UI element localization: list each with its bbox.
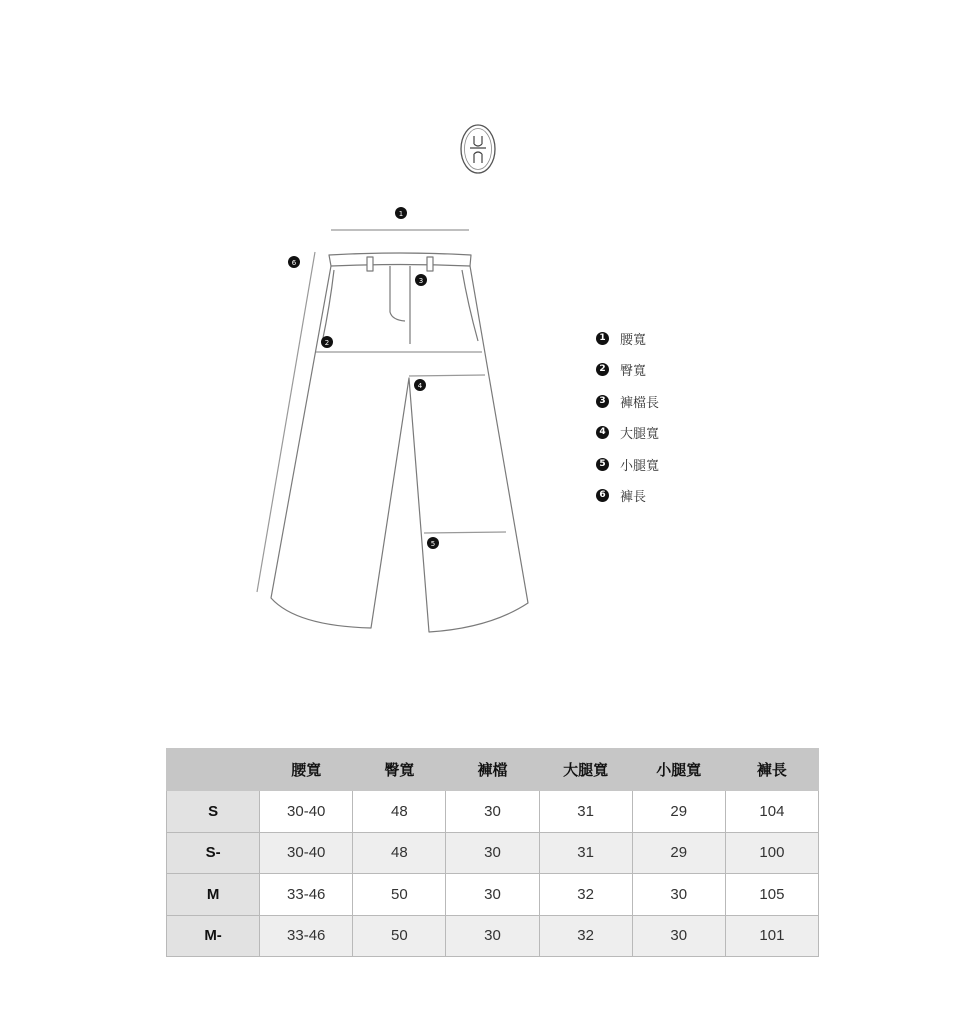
length-measure-line <box>257 252 315 592</box>
column-header: 小腿寬 <box>632 749 725 791</box>
legend-label: 小腿寬 <box>620 458 660 474</box>
size-label: M <box>167 874 260 916</box>
table-cell: 31 <box>539 791 632 833</box>
marker-waist <box>395 207 407 219</box>
table-cell: 30 <box>446 874 539 916</box>
legend-item-hip <box>596 360 659 380</box>
svg-text:5: 5 <box>430 540 436 548</box>
column-header: 褲長 <box>725 749 818 791</box>
svg-text:4: 4 <box>417 382 423 390</box>
table-row <box>167 791 819 833</box>
measurement-legend <box>596 328 659 518</box>
table-cell: 48 <box>353 832 446 874</box>
legend-number: 1 <box>596 332 609 345</box>
marker-thigh <box>414 379 426 391</box>
table-cell: 30 <box>446 832 539 874</box>
legend-label: 臀寬 <box>620 364 647 380</box>
legend-number: 6 <box>596 489 609 502</box>
legend-item-rise <box>596 391 659 411</box>
table-corner-cell <box>167 749 260 791</box>
legend-label: 褲長 <box>620 490 647 506</box>
size-label: S <box>167 791 260 833</box>
table-cell: 30-40 <box>260 832 353 874</box>
legend-number: 2 <box>596 363 609 376</box>
marker-length <box>288 256 300 268</box>
marker-rise <box>415 274 427 286</box>
legend-item-thigh <box>596 423 659 443</box>
table-cell: 30 <box>632 915 725 957</box>
table-cell: 101 <box>725 915 818 957</box>
table-row <box>167 915 819 957</box>
table-cell: 30-40 <box>260 791 353 833</box>
table-cell: 105 <box>725 874 818 916</box>
size-label: M- <box>167 915 260 957</box>
column-header: 臀寬 <box>353 749 446 791</box>
brand-logo-icon <box>461 125 495 173</box>
thigh-measure-line <box>409 375 485 376</box>
table-cell: 33-46 <box>260 874 353 916</box>
table-row <box>167 832 819 874</box>
legend-number: 5 <box>596 458 609 471</box>
legend-label: 褲檔長 <box>620 395 660 411</box>
legend-item-length <box>596 486 659 506</box>
size-label: S- <box>167 832 260 874</box>
table-cell: 32 <box>539 874 632 916</box>
marker-hip <box>321 336 333 348</box>
legend-item-calf <box>596 454 659 474</box>
legend-label: 大腿寬 <box>620 427 660 443</box>
table-cell: 104 <box>725 791 818 833</box>
table-row <box>167 874 819 916</box>
table-cell: 29 <box>632 832 725 874</box>
table-cell: 48 <box>353 791 446 833</box>
legend-item-waist <box>596 328 659 348</box>
svg-text:3: 3 <box>418 277 424 285</box>
svg-text:1: 1 <box>398 210 404 218</box>
calf-measure-line <box>424 532 506 533</box>
table-cell: 29 <box>632 791 725 833</box>
table-cell: 100 <box>725 832 818 874</box>
table-cell: 33-46 <box>260 915 353 957</box>
table-cell: 30 <box>632 874 725 916</box>
table-header-row <box>167 749 819 791</box>
size-table <box>166 748 819 957</box>
table-cell: 30 <box>446 791 539 833</box>
column-header: 腰寬 <box>260 749 353 791</box>
column-header: 褲檔 <box>446 749 539 791</box>
table-cell: 30 <box>446 915 539 957</box>
legend-label: 腰寬 <box>620 332 647 348</box>
legend-number: 3 <box>596 395 609 408</box>
pants-outline <box>271 253 528 632</box>
svg-text:6: 6 <box>291 259 297 267</box>
table-cell: 31 <box>539 832 632 874</box>
legend-number: 4 <box>596 426 609 439</box>
column-header: 大腿寬 <box>539 749 632 791</box>
table-cell: 50 <box>353 915 446 957</box>
table-cell: 50 <box>353 874 446 916</box>
table-cell: 32 <box>539 915 632 957</box>
marker-calf <box>427 537 439 549</box>
svg-text:2: 2 <box>324 339 330 347</box>
